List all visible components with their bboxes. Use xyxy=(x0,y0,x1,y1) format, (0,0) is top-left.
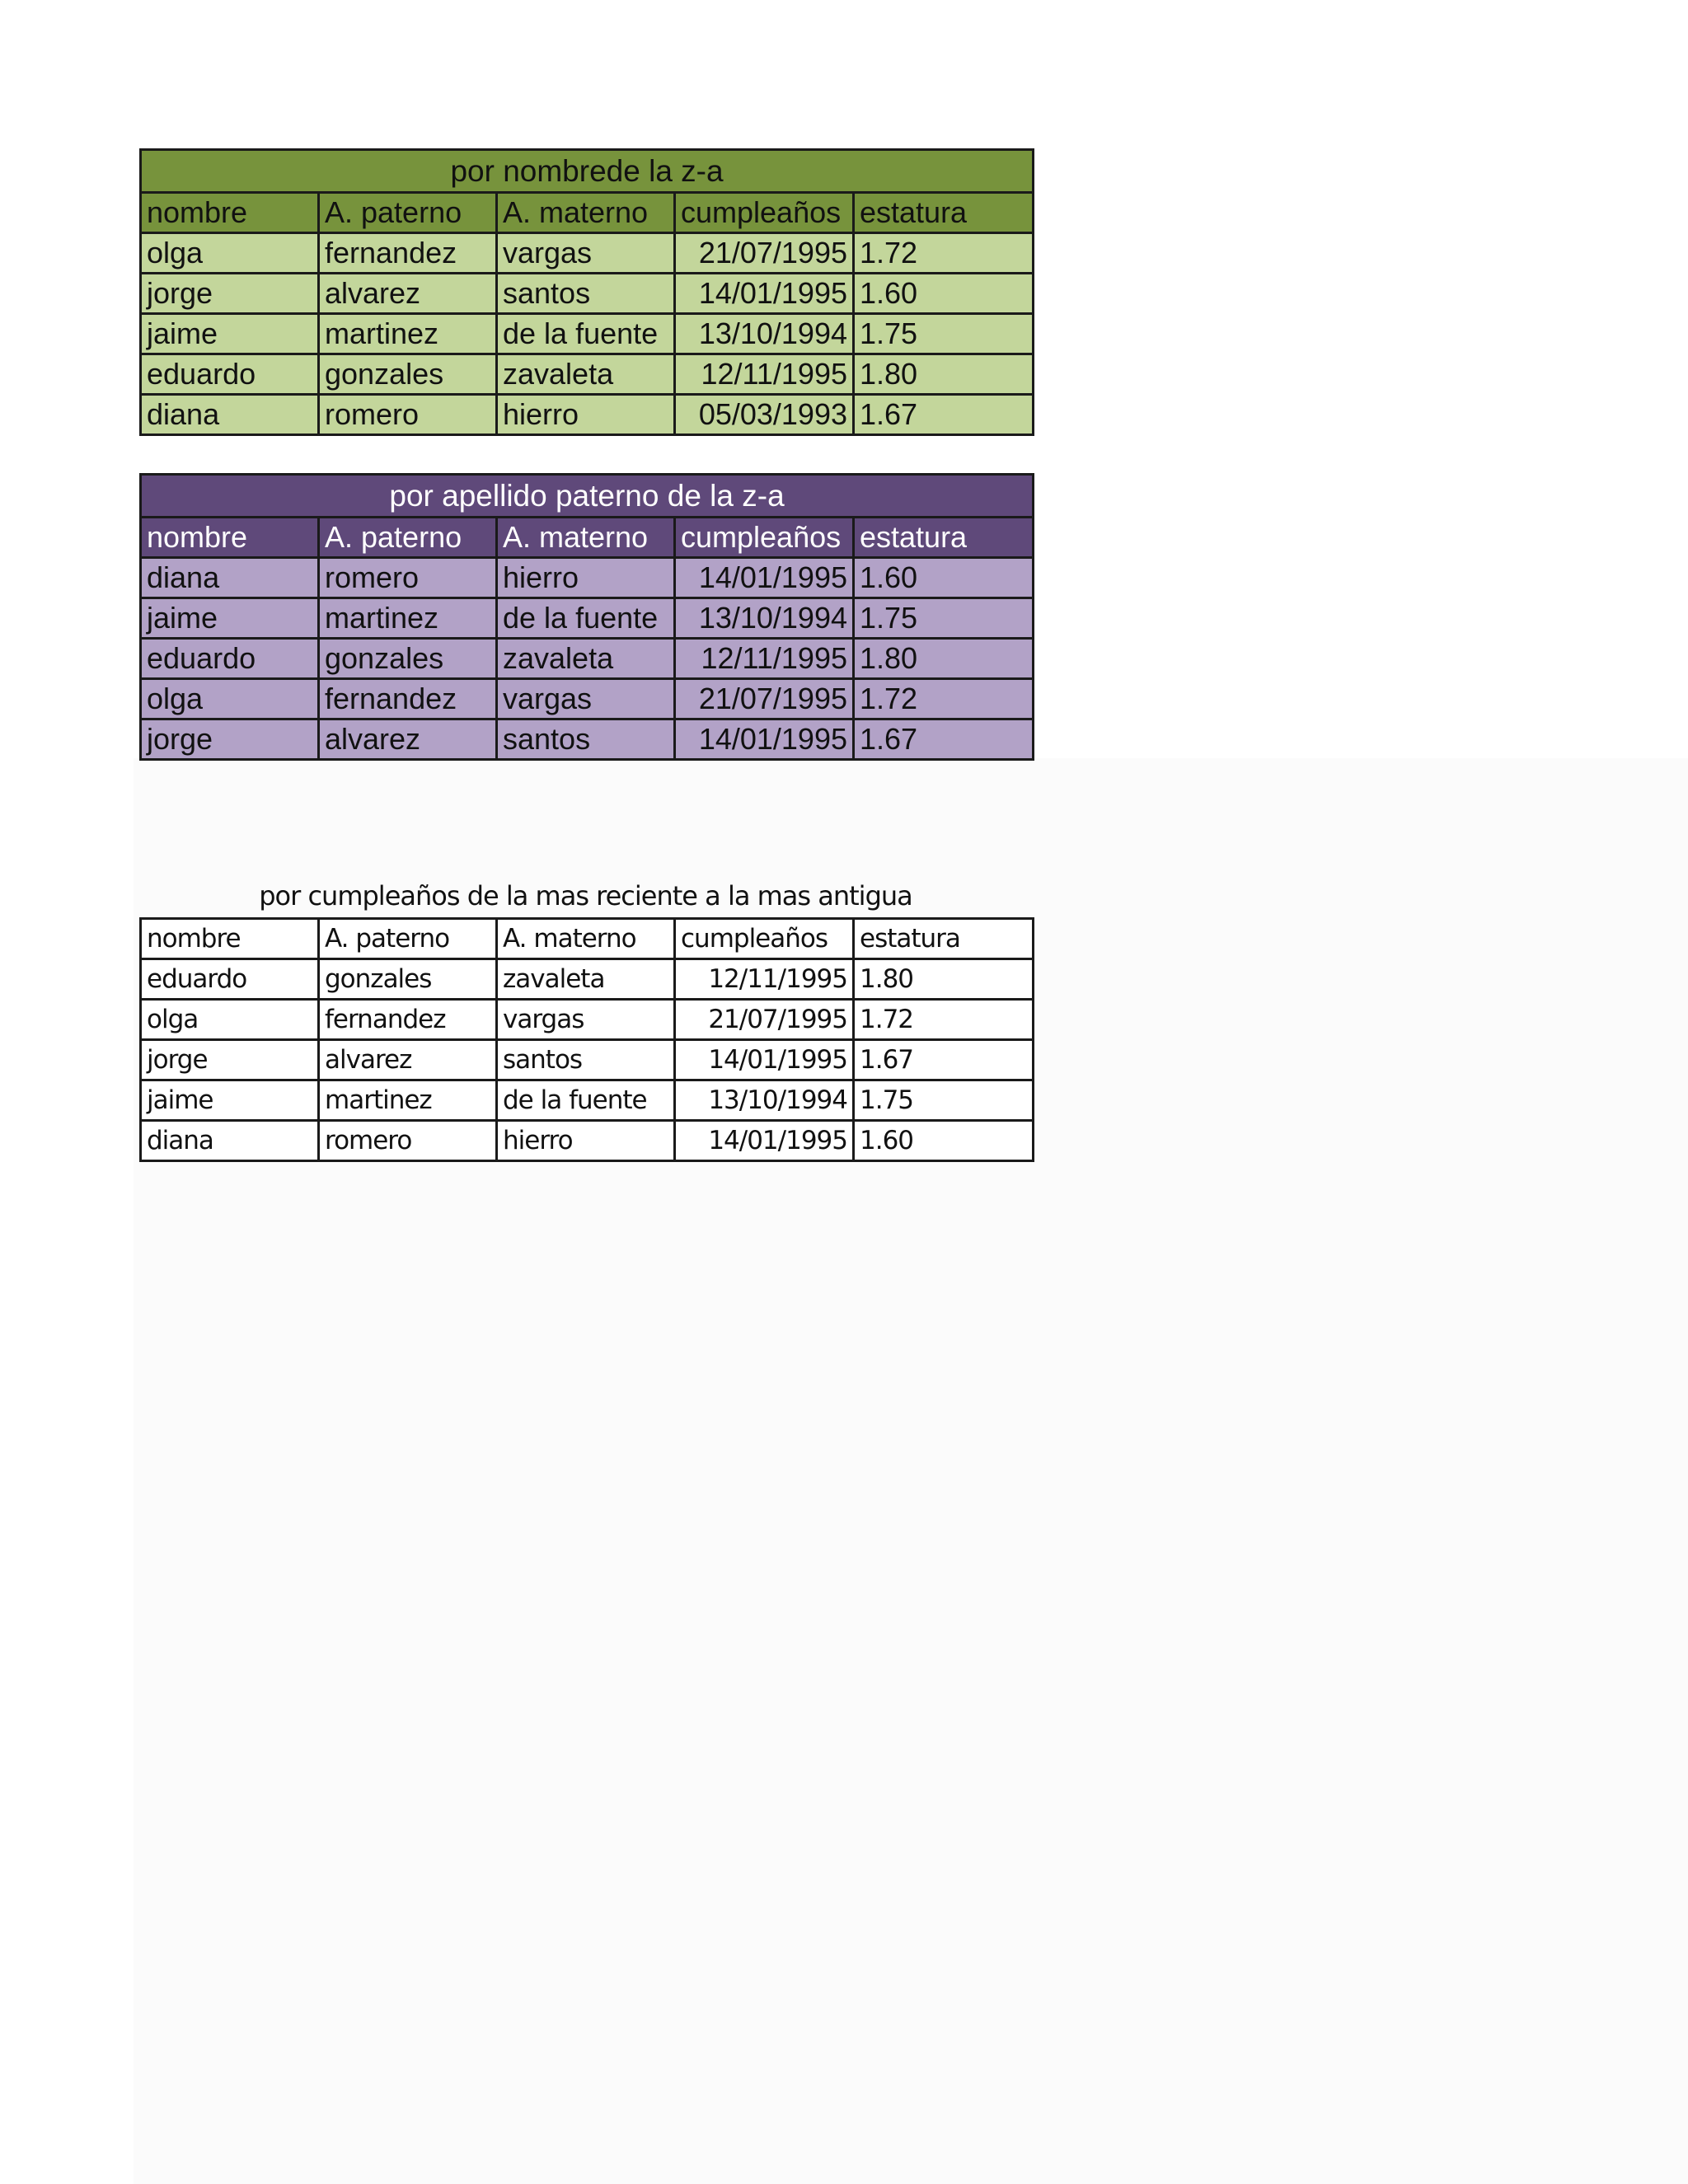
cell-estatura: 1.67 xyxy=(854,1040,1034,1080)
cell-paterno: martinez xyxy=(319,598,497,639)
table-row xyxy=(141,719,1034,760)
cell-materno: santos xyxy=(497,1040,675,1080)
table-row xyxy=(141,1121,1034,1161)
cell-nombre: diana xyxy=(141,558,319,598)
cell-estatura: 1.72 xyxy=(854,1000,1034,1040)
table-by-paternal-surname-z-a xyxy=(139,473,1034,761)
cell-nombre: jaime xyxy=(141,1080,319,1121)
cell-nombre: eduardo xyxy=(141,959,319,1000)
cell-cumpleanos: 12/11/1995 xyxy=(675,639,854,679)
cell-materno: zavaleta xyxy=(497,639,675,679)
table-row xyxy=(141,233,1034,274)
table-title: por cumpleaños de la mas reciente a la mas antigua xyxy=(259,880,912,912)
cell-estatura: 1.75 xyxy=(854,314,1034,354)
cell-nombre: olga xyxy=(141,233,319,274)
cell-nombre: eduardo xyxy=(141,639,319,679)
table-row xyxy=(141,395,1034,435)
cell-paterno: romero xyxy=(319,395,497,435)
cell-materno: hierro xyxy=(497,395,675,435)
cell-estatura: 1.67 xyxy=(854,395,1034,435)
cell-nombre: olga xyxy=(141,1000,319,1040)
table-title: por nombrede la z-a xyxy=(141,150,1034,193)
cell-estatura: 1.75 xyxy=(854,1080,1034,1121)
cell-estatura: 1.75 xyxy=(854,598,1034,639)
cell-cumpleanos: 21/07/1995 xyxy=(675,679,854,719)
cell-paterno: fernandez xyxy=(319,1000,497,1040)
cell-paterno: alvarez xyxy=(319,719,497,760)
cell-cumpleanos: 05/03/1993 xyxy=(675,395,854,435)
table-row xyxy=(141,558,1034,598)
table-row xyxy=(141,314,1034,354)
header-row xyxy=(141,518,1034,558)
cell-nombre: jaime xyxy=(141,314,319,354)
column-header-cumpleanos: cumpleaños xyxy=(675,518,854,558)
cell-cumpleanos: 13/10/1994 xyxy=(675,314,854,354)
cell-materno: hierro xyxy=(497,1121,675,1161)
column-header-cumpleanos: cumpleaños xyxy=(675,919,854,959)
cell-paterno: martinez xyxy=(319,314,497,354)
cell-nombre: jaime xyxy=(141,598,319,639)
cell-materno: santos xyxy=(497,719,675,760)
column-header-paterno: A. paterno xyxy=(319,518,497,558)
cell-cumpleanos: 14/01/1995 xyxy=(675,558,854,598)
cell-cumpleanos: 12/11/1995 xyxy=(675,354,854,395)
table-row xyxy=(141,598,1034,639)
cell-nombre: jorge xyxy=(141,719,319,760)
column-header-paterno: A. paterno xyxy=(319,193,497,233)
cell-materno: hierro xyxy=(497,558,675,598)
cell-materno: vargas xyxy=(497,679,675,719)
cell-materno: de la fuente xyxy=(497,314,675,354)
table-row xyxy=(141,959,1034,1000)
column-header-nombre: nombre xyxy=(141,919,319,959)
cell-estatura: 1.67 xyxy=(854,719,1034,760)
table-title: por apellido paterno de la z-a xyxy=(141,475,1034,518)
header-row xyxy=(141,919,1034,959)
cell-paterno: romero xyxy=(319,1121,497,1161)
column-header-materno: A. materno xyxy=(497,919,675,959)
column-header-estatura: estatura xyxy=(854,193,1034,233)
cell-paterno: alvarez xyxy=(319,1040,497,1080)
cell-paterno: gonzales xyxy=(319,959,497,1000)
cell-cumpleanos: 14/01/1995 xyxy=(675,1040,854,1080)
column-header-nombre: nombre xyxy=(141,193,319,233)
cell-materno: de la fuente xyxy=(497,1080,675,1121)
cell-cumpleanos: 14/01/1995 xyxy=(675,719,854,760)
cell-materno: vargas xyxy=(497,1000,675,1040)
cell-nombre: diana xyxy=(141,395,319,435)
cell-estatura: 1.80 xyxy=(854,959,1034,1000)
cell-estatura: 1.80 xyxy=(854,354,1034,395)
cell-cumpleanos: 21/07/1995 xyxy=(675,1000,854,1040)
cell-estatura: 1.60 xyxy=(854,274,1034,314)
table-row xyxy=(141,274,1034,314)
cell-cumpleanos: 13/10/1994 xyxy=(675,1080,854,1121)
table-row xyxy=(141,1080,1034,1121)
cell-paterno: gonzales xyxy=(319,639,497,679)
cell-materno: zavaleta xyxy=(497,354,675,395)
cell-materno: de la fuente xyxy=(497,598,675,639)
cell-materno: santos xyxy=(497,274,675,314)
table-row xyxy=(141,1040,1034,1080)
cell-nombre: diana xyxy=(141,1121,319,1161)
cell-nombre: olga xyxy=(141,679,319,719)
cell-nombre: jorge xyxy=(141,1040,319,1080)
cell-cumpleanos: 14/01/1995 xyxy=(675,274,854,314)
column-header-estatura: estatura xyxy=(854,919,1034,959)
table-row xyxy=(141,354,1034,395)
table-by-name-z-a xyxy=(139,148,1034,436)
table-row xyxy=(141,679,1034,719)
cell-estatura: 1.72 xyxy=(854,233,1034,274)
cell-paterno: martinez xyxy=(319,1080,497,1121)
table-row xyxy=(141,1000,1034,1040)
cell-nombre: jorge xyxy=(141,274,319,314)
column-header-materno: A. materno xyxy=(497,193,675,233)
cell-paterno: gonzales xyxy=(319,354,497,395)
table-row xyxy=(141,639,1034,679)
cell-estatura: 1.60 xyxy=(854,558,1034,598)
cell-estatura: 1.60 xyxy=(854,1121,1034,1161)
column-header-estatura: estatura xyxy=(854,518,1034,558)
column-header-nombre: nombre xyxy=(141,518,319,558)
cell-estatura: 1.80 xyxy=(854,639,1034,679)
cell-nombre: eduardo xyxy=(141,354,319,395)
cell-cumpleanos: 14/01/1995 xyxy=(675,1121,854,1161)
header-row xyxy=(141,193,1034,233)
cell-materno: vargas xyxy=(497,233,675,274)
cell-estatura: 1.72 xyxy=(854,679,1034,719)
cell-materno: zavaleta xyxy=(497,959,675,1000)
cell-paterno: fernandez xyxy=(319,679,497,719)
cell-cumpleanos: 13/10/1994 xyxy=(675,598,854,639)
table-by-birthday-recent-to-oldest xyxy=(139,917,1034,1162)
column-header-paterno: A. paterno xyxy=(319,919,497,959)
cell-paterno: alvarez xyxy=(319,274,497,314)
column-header-cumpleanos: cumpleaños xyxy=(675,193,854,233)
cell-cumpleanos: 12/11/1995 xyxy=(675,959,854,1000)
cell-paterno: romero xyxy=(319,558,497,598)
column-header-materno: A. materno xyxy=(497,518,675,558)
cell-cumpleanos: 21/07/1995 xyxy=(675,233,854,274)
cell-paterno: fernandez xyxy=(319,233,497,274)
